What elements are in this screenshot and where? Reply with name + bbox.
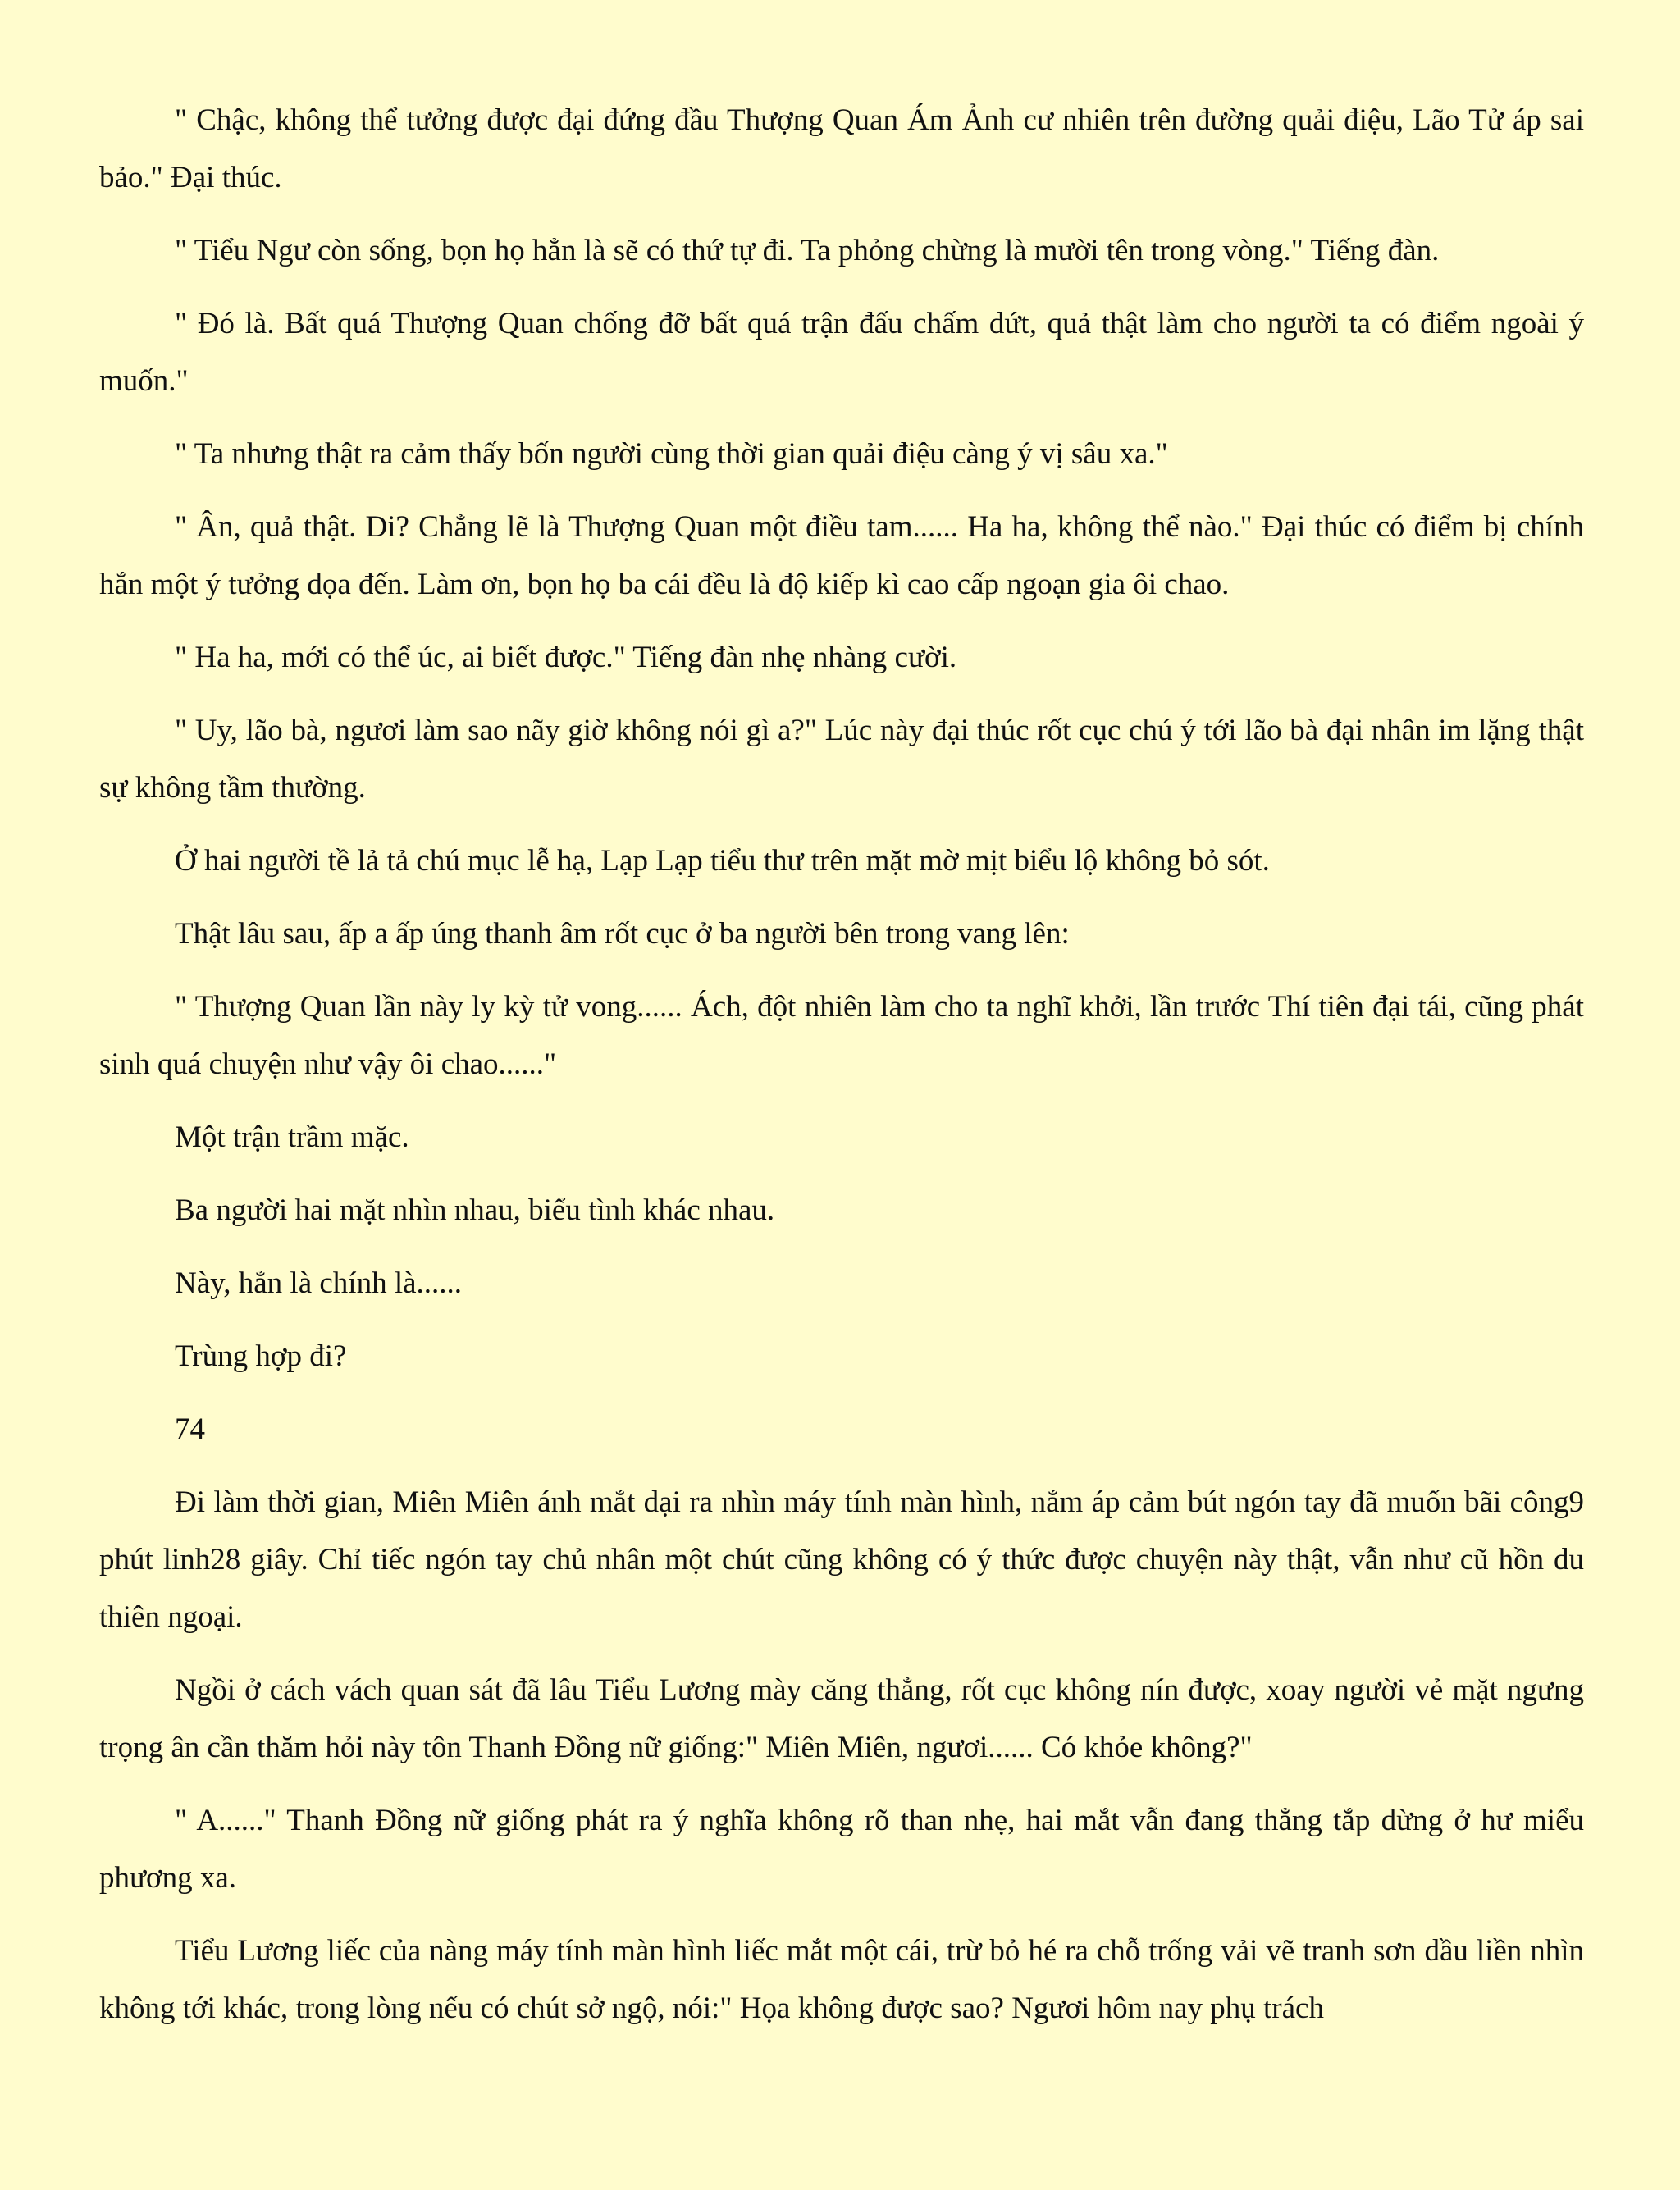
paragraph: " Chậc, không thể tưởng được đại đứng đầu Thượng Quan Ám Ảnh cư nhiên trên đường quải điệu, Lão Tử áp sai bảo." Đại thúc.: [99, 103, 1584, 194]
paragraph: Trùng hợp đi?: [175, 1339, 347, 1373]
paragraph: Một trận trầm mặc.: [175, 1120, 409, 1154]
paragraph: Thật lâu sau, ấp a ấp úng thanh âm rốt cục ở ba người bên trong vang lên:: [175, 917, 1070, 951]
paragraph: Ở hai người tề lả tả chú mục lễ hạ, Lạp Lạp tiểu thư trên mặt mờ mịt biểu lộ không bỏ sót.: [175, 844, 1270, 878]
paragraph: " Uy, lão bà, ngươi làm sao nãy giờ không nói gì a?" Lúc này đại thúc rốt cục chú ý tới lão bà đại nhân im lặng thật sự không tầm thường.: [99, 714, 1584, 805]
paragraph: " Thượng Quan lần này ly kỳ tử vong...... Ách, đột nhiên làm cho ta nghĩ khởi, lần trước Thí tiên đại tái, cũng phát sinh quá chuyện như vậy ôi chao......": [99, 990, 1584, 1081]
paragraph: " A......" Thanh Đồng nữ giống phát ra ý nghĩa không rõ than nhẹ, hai mắt vẫn đang thẳng tắp dừng ở hư miểu phương xa.: [99, 1804, 1584, 1895]
paragraph: Này, hẳn là chính là......: [175, 1266, 463, 1300]
paragraph: " Tiểu Ngư còn sống, bọn họ hẳn là sẽ có thứ tự đi. Ta phỏng chừng là mười tên trong vòng." Tiếng đàn.: [175, 234, 1440, 267]
paragraph: Tiểu Lương liếc của nàng máy tính màn hình liếc mắt một cái, trừ bỏ hé ra chỗ trống vải vẽ tranh sơn dầu liền nhìn không tới khác, trong lòng nếu có chút sở ngộ, nói:" Họa không được sao? Ngươi hôm nay phụ trách: [99, 1934, 1584, 2025]
paragraph: " Đó là. Bất quá Thượng Quan chống đỡ bất quá trận đấu chấm dứt, quả thật làm cho người ta có điểm ngoài ý muốn.": [99, 307, 1584, 398]
paragraph: Ngồi ở cách vách quan sát đã lâu Tiểu Lương mày căng thẳng, rốt cục không nín được, xoay người vẻ mặt ngưng trọng ân cần thăm hỏi này tôn Thanh Đồng nữ giống:" Miên Miên, ngươi...... Có khỏe không?": [99, 1673, 1584, 1764]
paragraph: " Ha ha, mới có thể úc, ai biết được." Tiếng đàn nhẹ nhàng cười.: [175, 641, 957, 674]
chapter-number: 74: [175, 1412, 205, 1446]
paragraph: " Ta nhưng thật ra cảm thấy bốn người cùng thời gian quải điệu càng ý vị sâu xa.": [175, 437, 1168, 471]
paragraph: Đi làm thời gian, Miên Miên ánh mắt dại ra nhìn máy tính màn hình, nắm áp cảm bút ngón tay đã muốn bãi công9 phút linh28 giây. Chỉ tiếc ngón tay chủ nhân một chút cũng không có ý thức được chuyện này thật, vẫn như cũ hồn du thiên ngoại.: [99, 1485, 1584, 1634]
paragraph: " Ân, quả thật. Di? Chẳng lẽ là Thượng Quan một điều tam...... Ha ha, không thể nào." Đại thúc có điểm bị chính hắn một ý tưởng dọa đến. Làm ơn, bọn họ ba cái đều là độ kiếp kì cao cấp ngoạn gia ôi chao.: [99, 510, 1584, 601]
paragraph: Ba người hai mặt nhìn nhau, biểu tình khác nhau.: [175, 1193, 775, 1227]
body-text: [99, 92, 1584, 2037]
